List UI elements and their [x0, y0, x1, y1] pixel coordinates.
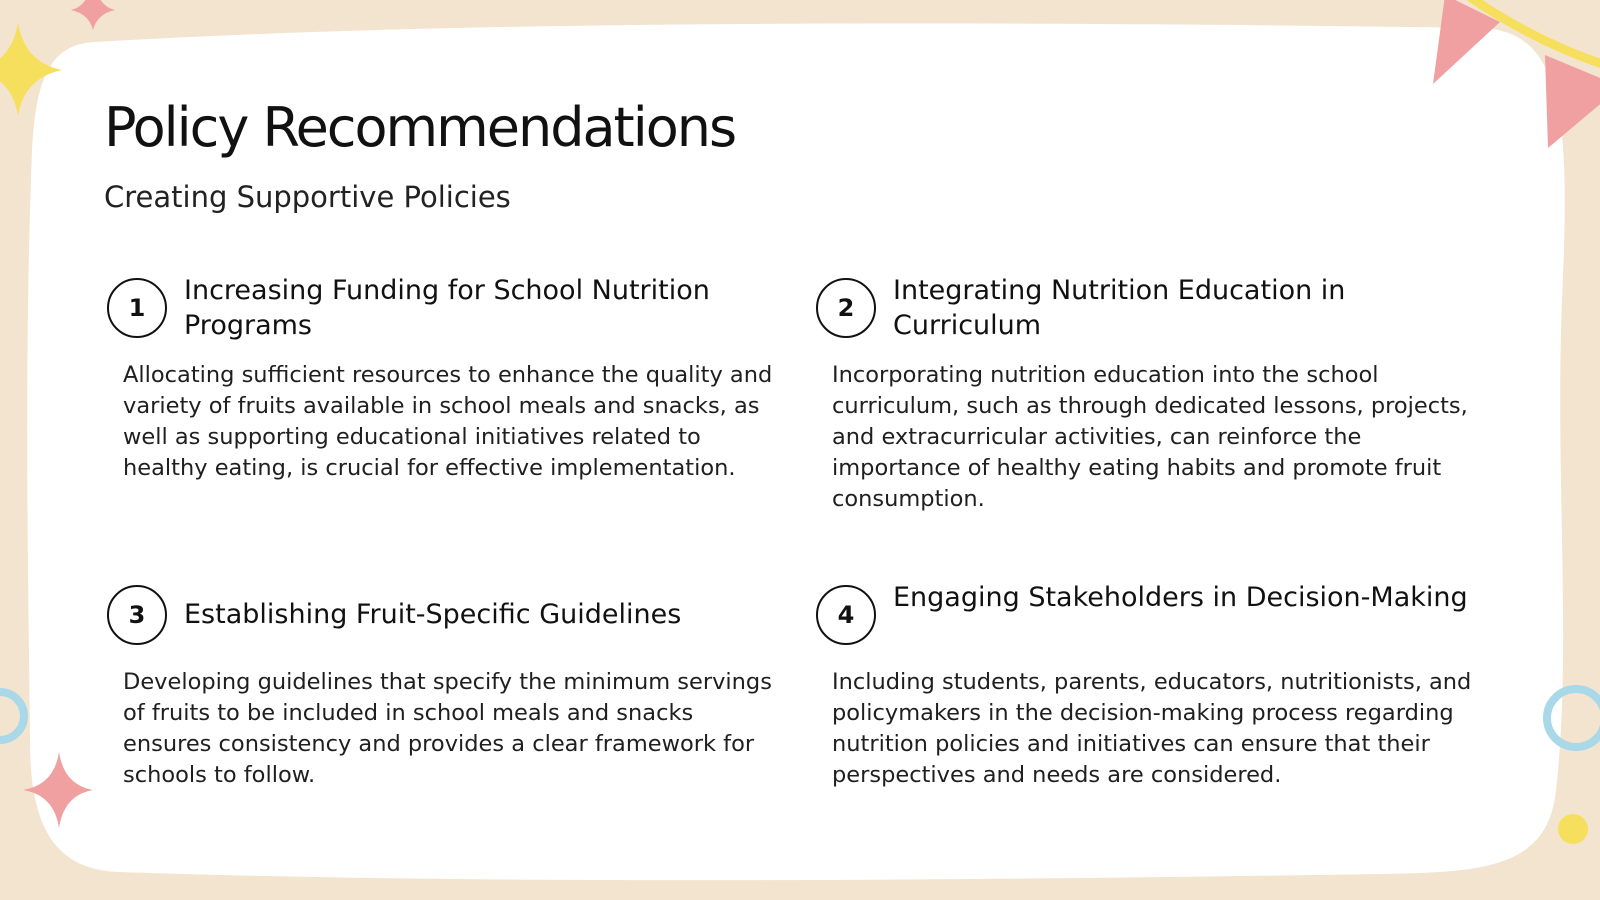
yellow-dot-icon — [1558, 814, 1588, 844]
recommendation-heading: Establishing Fruit-Specific Guidelines — [184, 599, 682, 630]
recommendation-heading: Increasing Funding for School Nutrition Programs — [184, 275, 710, 341]
bunting-flag-2-icon — [1545, 55, 1600, 148]
recommendation-heading: Engaging Stakeholders in Decision-Making — [893, 582, 1468, 613]
number-badge: 1 — [107, 278, 167, 338]
number-badge: 4 — [816, 585, 876, 645]
blue-ring-icon — [0, 692, 24, 740]
number-badge: 2 — [816, 278, 876, 338]
recommendation-description: Developing guidelines that specify the minimum servings of fruits to be included in school meals and snacks ensures consistency and provides a clear framework for schools to follow. — [123, 669, 772, 788]
recommendation-description: Allocating sufficient resources to enhance the quality and variety of fruits available in school meals and snacks, as well as supporting educational initiatives related to healthy eating, is crucial for effective implementation. — [123, 362, 773, 481]
recommendation-description: Including students, parents, educators, nutritionists, and policymakers in the decision-making process regarding nutrition policies and initiatives can ensure that their perspectives and needs are considered. — [832, 669, 1472, 788]
recommendation-description: Incorporating nutrition education into the school curriculum, such as through dedicated lessons, projects, and extracurricular activities, can reinforce the importance of healthy eating habits and promote fruit consumption. — [832, 362, 1468, 512]
page-subtitle: Creating Supportive Policies — [104, 180, 511, 214]
recommendation-heading: Integrating Nutrition Education in Curriculum — [893, 275, 1346, 341]
number-badge: 3 — [107, 585, 167, 645]
page-title: Policy Recommendations — [104, 96, 736, 159]
pink-sparkle-icon — [71, 0, 115, 30]
